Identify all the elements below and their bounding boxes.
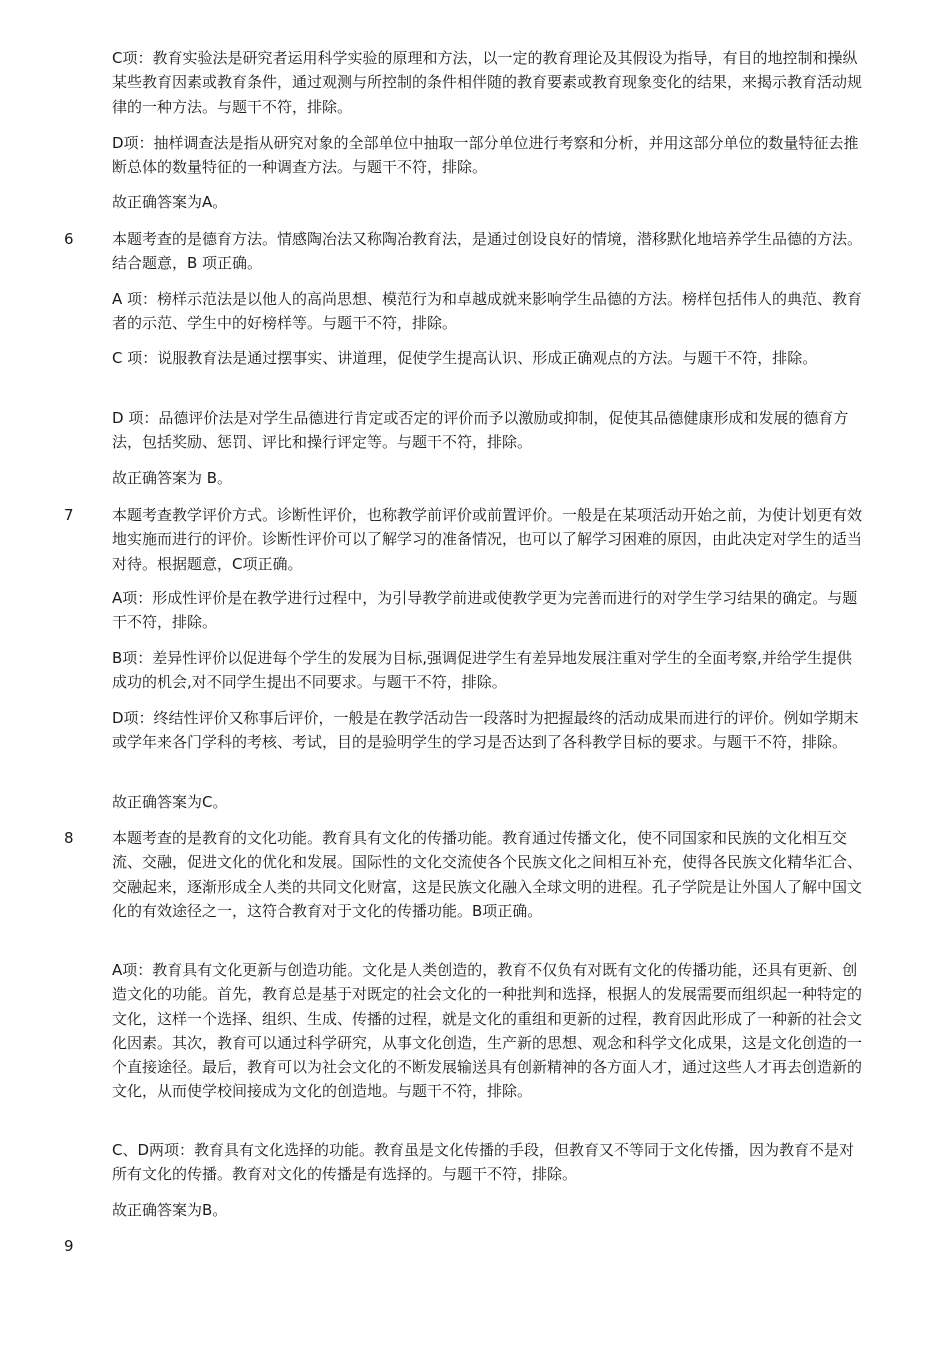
q8-answer: 故正确答案为B。 — [112, 1201, 228, 1219]
q5-option-c-explanation: C项：教育实验法是研究者运用科学实验的原理和方法，以一定的教育理论及其假设为指导，有目的地控制和操纵某些教育因素或教育条件，通过观测与所控制的条件相伴随的教育要素或教育现象变化的结果，来揭示教育活动规律的一种方法。与题干不符，排除。 — [112, 49, 863, 116]
q6-option-d-explanation: D 项：品德评价法是对学生品德进行肯定或否定的评价而予以激励或抑制，促使其品德健康形成和发展的德育方法，包括奖励、惩罚、评比和操行评定等。与题干不符，排除。 — [112, 409, 849, 452]
q8-main-explanation: 本题考查的是教育的文化功能。教育具有文化的传播功能。教育通过传播文化，使不同国家和民族的文化相互交流、交融，促进文化的优化和发展。国际性的文化交流使各个民族文化之间相互补充，使得各民族文化精华汇合、交融起来，逐渐形成全人类的共同文化财富，这是民族文化融入全球文明的进程。孔子学院是让外国人了解中国文化的有效途径之一，这符合教育对于文化的传播功能。B项正确。 — [112, 829, 863, 920]
q5-answer: 故正确答案为A。 — [112, 193, 228, 211]
q8-option-cd-explanation: C、D两项：教育具有文化选择的功能。教育虽是文化传播的手段，但教育又不等同于文化传播，因为教育不是对所有文化的传播。教育对文化的传播是有选择的。与题干不符，排除。 — [112, 1141, 855, 1184]
q7-answer: 故正确答案为C。 — [112, 793, 228, 811]
q7-option-d-explanation: D项：终结性评价又称事后评价，一般是在教学活动告一段落时为把握最终的活动成果而进行的评价。例如学期末或学年来各门学科的考核、考试，目的是验明学生的学习是否达到了各科教学目标的要求。与题干不符，排除。 — [112, 709, 859, 752]
q6-option-c-explanation: C 项：说服教育法是通过摆事实、讲道理，促使学生提高认识、形成正确观点的方法。与题干不符，排除。 — [112, 349, 818, 367]
q7-option-b-explanation: B项：差异性评价以促进每个学生的发展为目标,强调促进学生有差异地发展注重对学生的全面考察,并给学生提供成功的机会,对不同学生提出不同要求。与题干不符，排除。 — [112, 649, 852, 692]
q6-answer: 故正确答案为 B。 — [112, 469, 233, 487]
q7-main-explanation: 本题考查教学评价方式。诊断性评价，也称教学前评价或前置评价。一般是在某项活动开始之前，为使计划更有效地实施而进行的评价。诊断性评价可以了解学习的准备情况，也可以了解学习困难的原因，由此决定对学生的适当对待。根据题意，C项正确。 — [112, 506, 863, 573]
q5-option-d-explanation: D项：抽样调查法是指从研究对象的全部单位中抽取一部分单位进行考察和分析，并用这部分单位的数量特征去推断总体的数量特征的一种调查方法。与题干不符，排除。 — [112, 134, 859, 177]
q6-main-explanation: 本题考查的是德育方法。情感陶冶法又称陶冶教育法，是通过创设良好的情境，潜移默化地培养学生品德的方法。结合题意，B 项正确。 — [112, 230, 863, 273]
q8-number: 8 — [64, 829, 74, 847]
q6-option-a-explanation: A 项：榜样示范法是以他人的高尚思想、模范行为和卓越成就来影响学生品德的方法。榜样包括伟人的典范、教育者的示范、学生中的好榜样等。与题干不符，排除。 — [112, 290, 863, 333]
q7-number: 7 — [64, 506, 74, 524]
q7-option-a-explanation: A项：形成性评价是在教学进行过程中，为引导教学前进或使教学更为完善而进行的对学生学习结果的确定。与题干不符，排除。 — [112, 589, 858, 632]
q9-number: 9 — [64, 1237, 74, 1255]
q6-number: 6 — [64, 230, 74, 248]
q8-option-a-explanation: A项：教育具有文化更新与创造功能。文化是人类创造的，教育不仅负有对既有文化的传播功能，还具有更新、创造文化的功能。首先，教育总是基于对既定的社会文化的一种批判和选择，根据人的发展需要而组织起一种特定的文化，这样一个选择、组织、生成、传播的过程，就是文化的重组和更新的过程，教育因此形成了一种新的社会文化因素。其次，教育可以通过科学研究，从事文化创造，生产新的思想、观念和科学文化成果，这是文化创造的一个直接途径。最后，教育可以为社会文化的不断发展输送具有创新精神的各方面人才，通过这些人才再去创造新的文化，从而使学校间接成为文化的创造地。与题干不符，排除。 — [112, 961, 863, 1101]
